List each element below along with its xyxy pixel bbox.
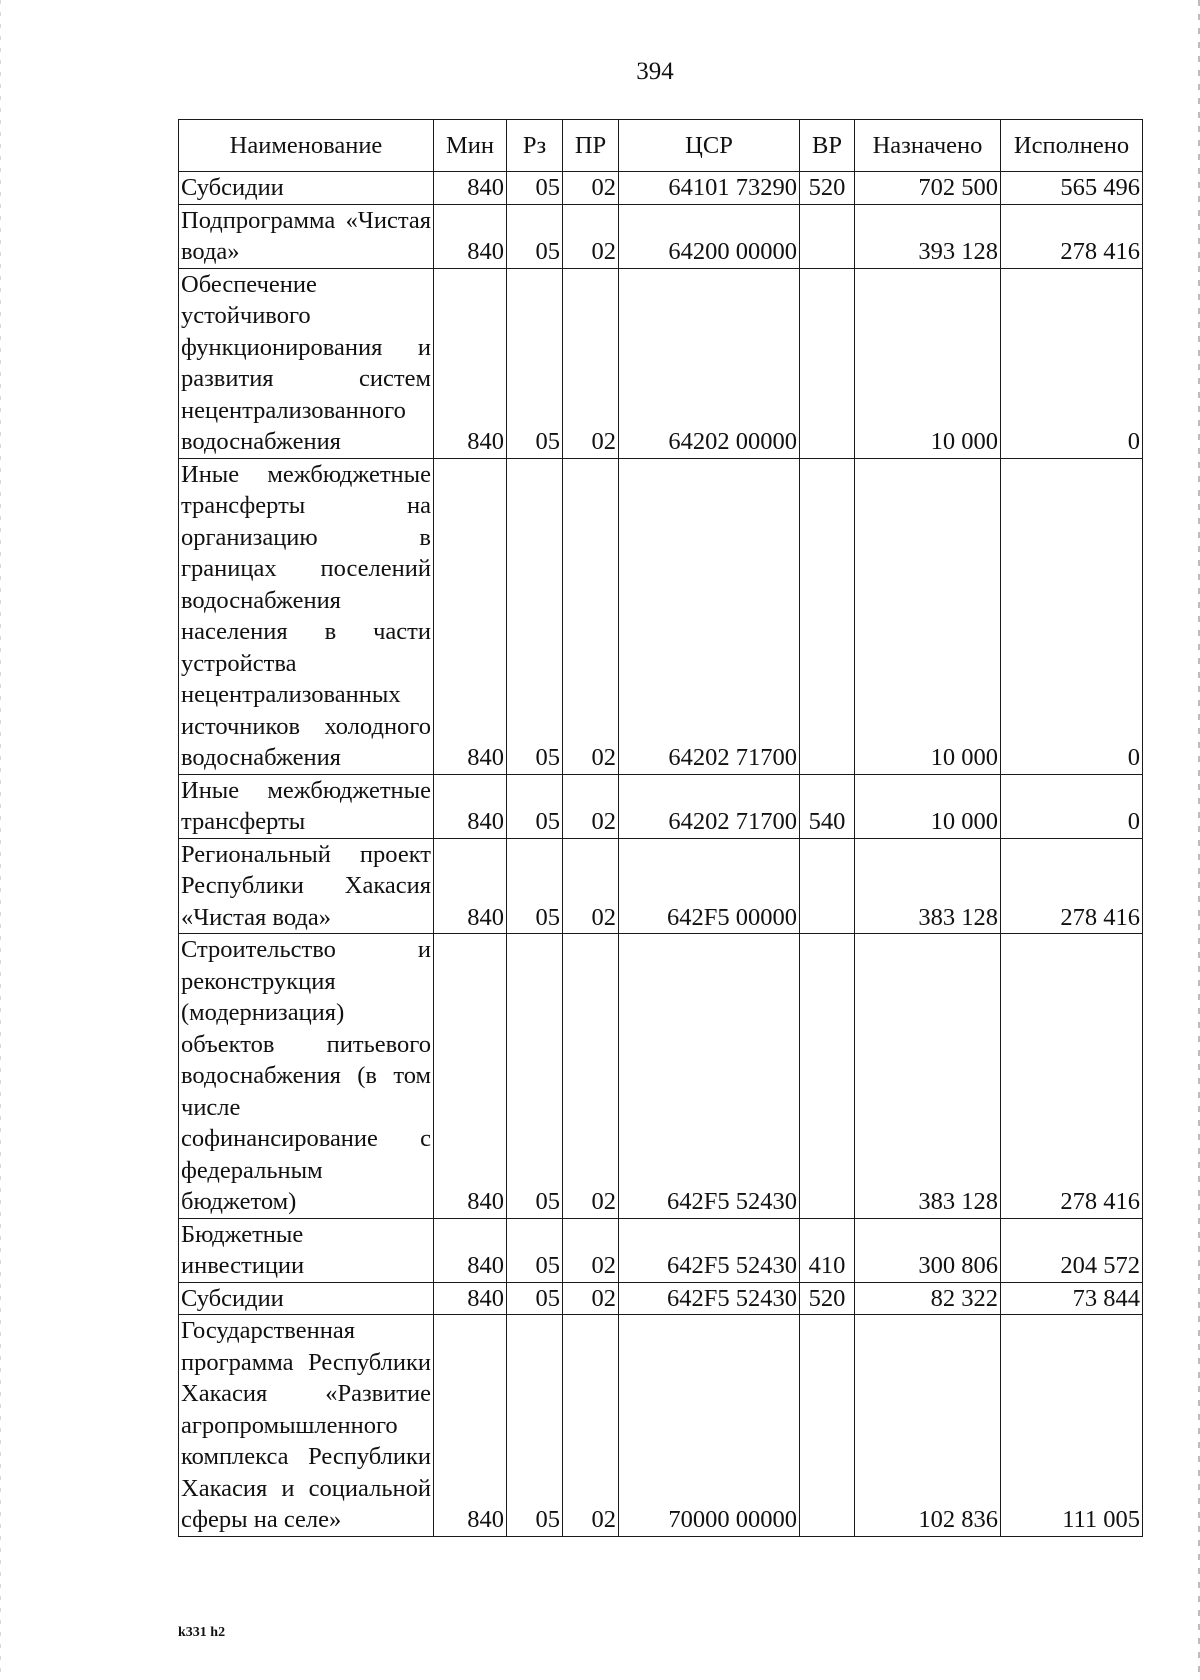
row-pr: 02 [563,1218,619,1282]
row-vr: 520 [800,1282,855,1315]
row-vr [800,934,855,1219]
page-number: 394 [636,58,674,85]
row-vr [800,268,855,458]
row-pr: 02 [563,268,619,458]
row-min: 840 [434,172,507,205]
row-assigned: 702 500 [855,172,1001,205]
row-csr: 64202 71700 [619,774,800,838]
row-csr: 642F5 52430 [619,1282,800,1315]
header-rz: Рз [507,120,563,172]
row-name: Субсидии [179,172,434,205]
header-name: Наименование [179,120,434,172]
row-pr: 02 [563,774,619,838]
row-assigned: 102 836 [855,1315,1001,1537]
header-executed: Исполнено [1001,120,1143,172]
table-row [179,1315,1143,1537]
row-assigned: 300 806 [855,1218,1001,1282]
row-min: 840 [434,774,507,838]
row-rz: 05 [507,1218,563,1282]
row-assigned: 383 128 [855,838,1001,934]
row-pr: 02 [563,458,619,774]
table-row [179,1218,1143,1282]
row-pr: 02 [563,1282,619,1315]
row-rz: 05 [507,838,563,934]
header-csr: ЦСР [619,120,800,172]
header-pr: ПР [563,120,619,172]
row-csr: 642F5 52430 [619,1218,800,1282]
row-executed: 0 [1001,774,1143,838]
row-executed: 73 844 [1001,1282,1143,1315]
row-executed: 0 [1001,458,1143,774]
row-executed: 204 572 [1001,1218,1143,1282]
row-name: Строительство и реконструкция (модернизация) объектов питьевого водоснабжения (в том числе софинансирование с федеральным бюджетом) [179,934,434,1219]
row-vr [800,1315,855,1537]
table-row [179,172,1143,205]
row-pr: 02 [563,204,619,268]
row-assigned: 82 322 [855,1282,1001,1315]
row-rz: 05 [507,934,563,1219]
row-min: 840 [434,458,507,774]
budget-table [178,119,1143,1537]
table-row [179,204,1143,268]
row-pr: 02 [563,1315,619,1537]
table-row [179,838,1143,934]
row-executed: 111 005 [1001,1315,1143,1537]
row-csr: 64202 00000 [619,268,800,458]
row-name: Иные межбюджетные трансферты [179,774,434,838]
row-min: 840 [434,1315,507,1537]
row-rz: 05 [507,458,563,774]
footer-code: k331 h2 [178,1625,226,1640]
header-assigned: Назначено [855,120,1001,172]
row-rz: 05 [507,1315,563,1537]
row-csr: 642F5 00000 [619,838,800,934]
row-csr: 642F5 52430 [619,934,800,1219]
row-vr: 520 [800,172,855,205]
row-csr: 64101 73290 [619,172,800,205]
row-vr [800,458,855,774]
row-name: Подпрограмма «Чистая вода» [179,204,434,268]
row-vr [800,204,855,268]
table-row [179,934,1143,1219]
row-pr: 02 [563,838,619,934]
row-min: 840 [434,268,507,458]
row-name: Иные межбюджетные трансферты на организацию в границах поселений водоснабжения населения в части устройства нецентрализованных источников холодного водоснабжения [179,458,434,774]
row-min: 840 [434,1218,507,1282]
row-csr: 64202 71700 [619,458,800,774]
table-row [179,458,1143,774]
table-row [179,268,1143,458]
table-row [179,774,1143,838]
row-min: 840 [434,934,507,1219]
row-name: Государственная программа Республики Хакасия «Развитие агропромышленного комплекса Республики Хакасия и социальной сферы на селе» [179,1315,434,1537]
row-assigned: 383 128 [855,934,1001,1219]
table-header-row [179,120,1143,172]
row-pr: 02 [563,172,619,205]
row-name: Субсидии [179,1282,434,1315]
scan-edge-left [0,0,1,1680]
header-min: Мин [434,120,507,172]
row-executed: 278 416 [1001,204,1143,268]
row-csr: 70000 00000 [619,1315,800,1537]
row-name: Бюджетные инвестиции [179,1218,434,1282]
row-assigned: 393 128 [855,204,1001,268]
row-rz: 05 [507,204,563,268]
row-assigned: 10 000 [855,458,1001,774]
row-assigned: 10 000 [855,268,1001,458]
row-assigned: 10 000 [855,774,1001,838]
row-rz: 05 [507,268,563,458]
row-rz: 05 [507,774,563,838]
row-vr: 410 [800,1218,855,1282]
row-executed: 0 [1001,268,1143,458]
row-executed: 565 496 [1001,172,1143,205]
row-pr: 02 [563,934,619,1219]
row-rz: 05 [507,172,563,205]
row-vr: 540 [800,774,855,838]
row-vr [800,838,855,934]
row-min: 840 [434,838,507,934]
row-executed: 278 416 [1001,838,1143,934]
row-executed: 278 416 [1001,934,1143,1219]
header-vr: ВР [800,120,855,172]
row-min: 840 [434,204,507,268]
row-name: Региональный проект Республики Хакасия «Чистая вода» [179,838,434,934]
row-name: Обеспечение устойчивого функционирования и развития систем нецентрализованного водоснабжения [179,268,434,458]
row-min: 840 [434,1282,507,1315]
row-csr: 64200 00000 [619,204,800,268]
table-row [179,1282,1143,1315]
row-rz: 05 [507,1282,563,1315]
